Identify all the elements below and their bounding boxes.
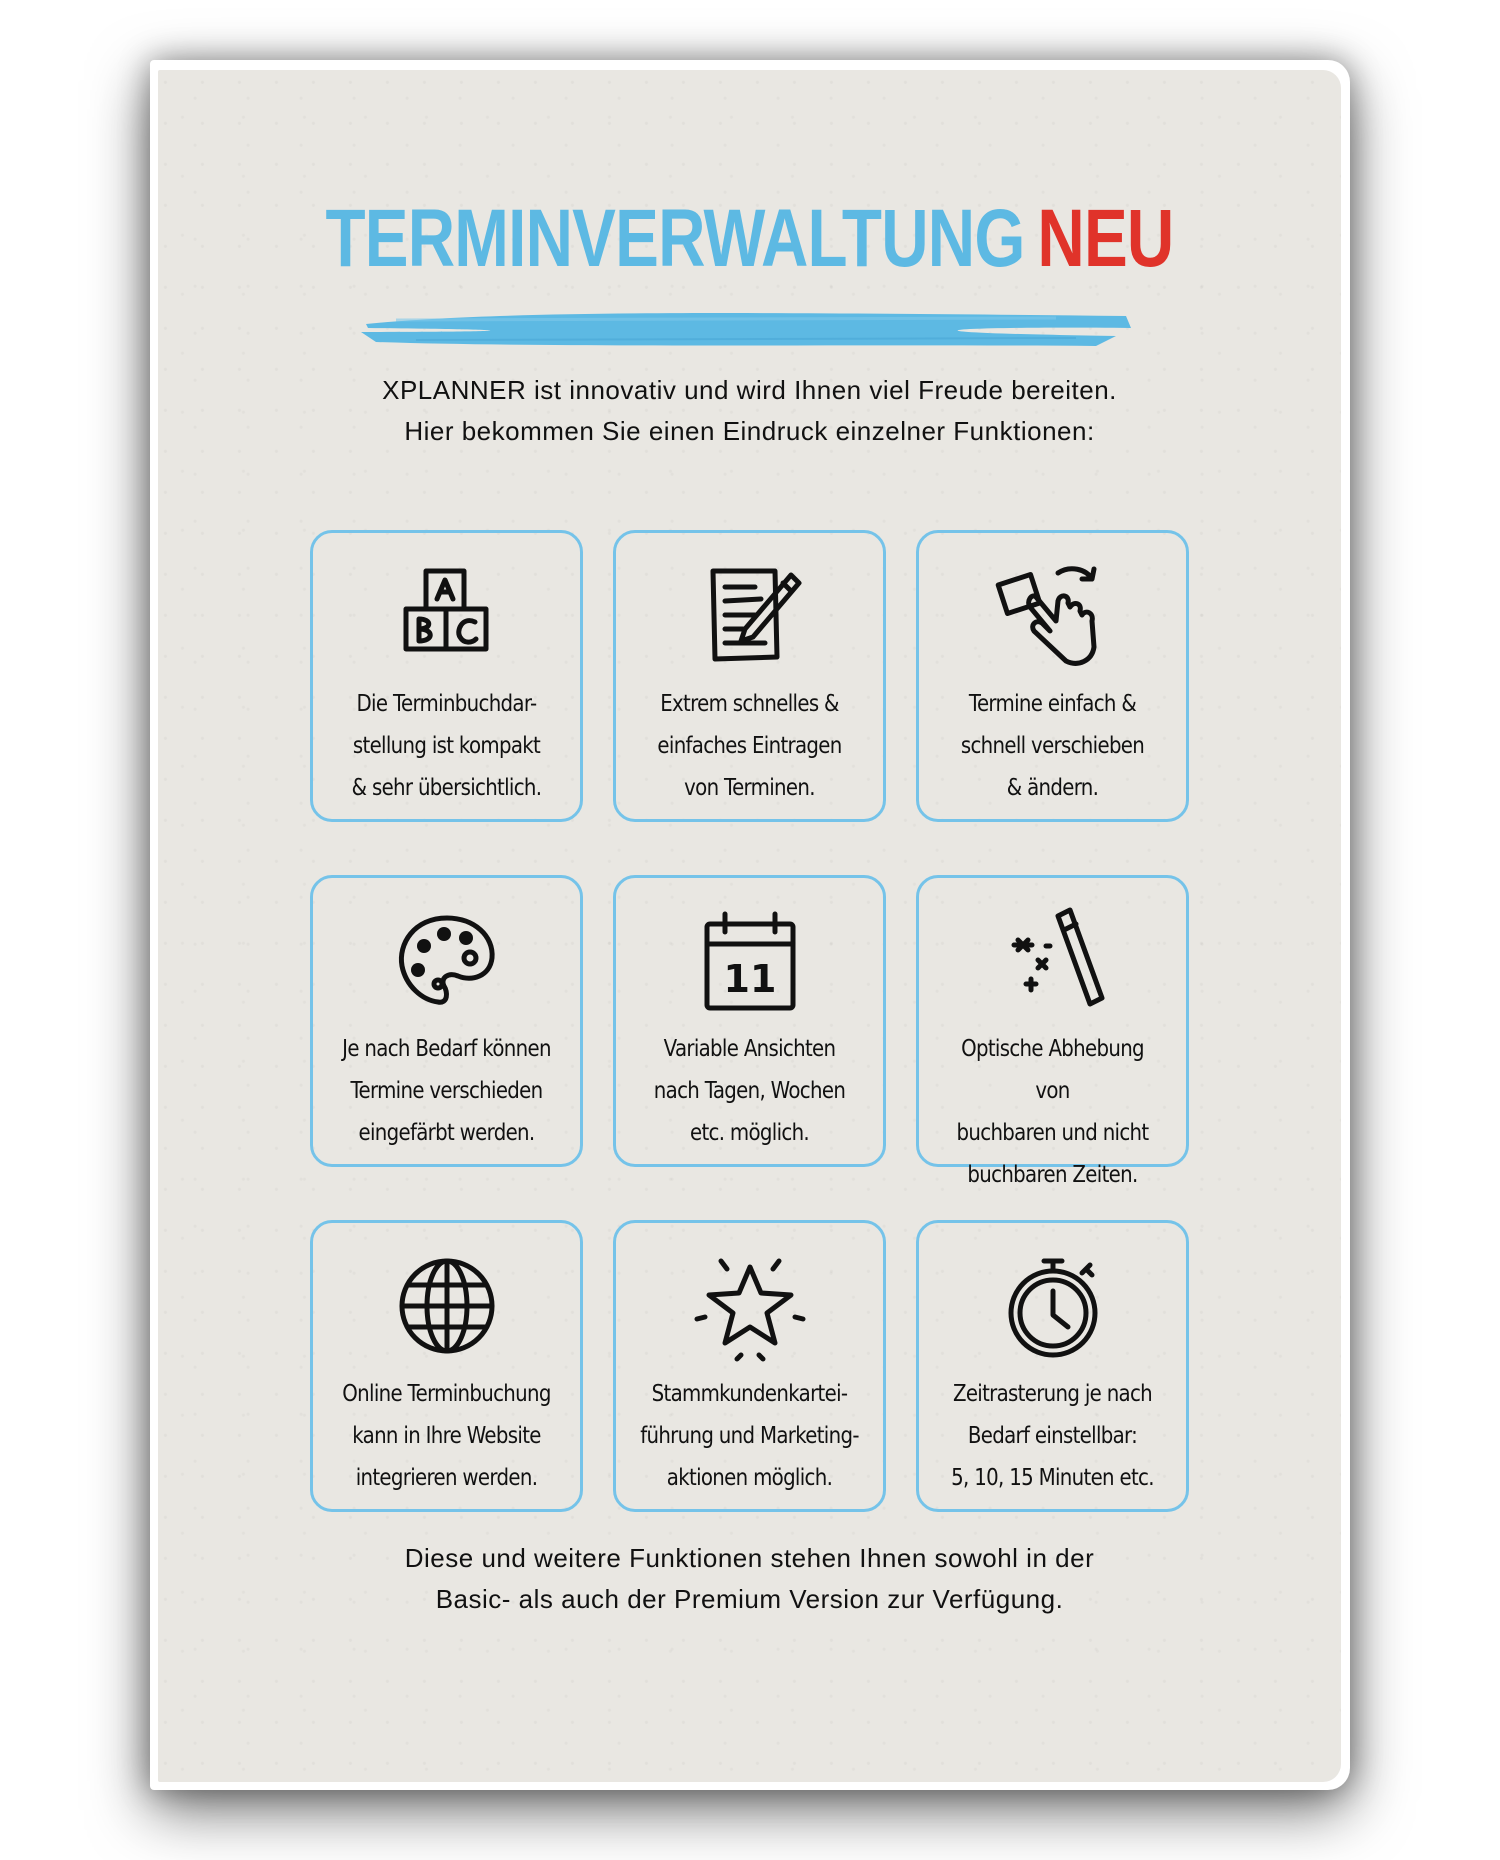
feature-text-line: einfaches Eintragen <box>657 733 842 759</box>
globe-icon <box>392 1251 502 1361</box>
feature-text-line: buchbaren und nicht <box>956 1120 1149 1146</box>
feature-text-line: schnell verschieben <box>960 733 1145 759</box>
calendar-icon <box>695 906 805 1016</box>
star-icon <box>695 1251 805 1361</box>
drag-hand-icon <box>998 561 1108 671</box>
feature-text-line: Zeitrasterung je nach <box>952 1381 1153 1407</box>
feature-text-line: kann in Ihre Website <box>352 1423 541 1449</box>
feature-text-line: & sehr übersichtlich. <box>351 775 542 801</box>
feature-text-line: & ändern. <box>1006 775 1099 801</box>
feature-text-line: Variable Ansichten <box>663 1036 836 1062</box>
feature-card-customers <box>613 1220 886 1512</box>
feature-text-line: etc. möglich. <box>689 1120 810 1146</box>
feature-card-online <box>310 1220 583 1512</box>
title-main: TERMINVERWALTUNG <box>325 193 1025 284</box>
feature-card-colors <box>310 875 583 1167</box>
outro-line-2: Basic- als auch der Premium Version zur Verfügung. <box>435 1584 1064 1614</box>
feature-card-interval <box>916 1220 1189 1512</box>
feature-card-entry <box>613 530 886 822</box>
feature-card-views <box>613 875 886 1167</box>
palette-icon <box>392 906 502 1016</box>
feature-text-line: Extrem schnelles & <box>660 691 839 717</box>
feature-text-line: stellung ist kompakt <box>352 733 541 759</box>
abc-blocks-icon <box>392 561 502 671</box>
outro-text <box>218 1538 1281 1620</box>
brush-underline <box>356 302 1136 352</box>
feature-text-line: eingefärbt werden. <box>358 1120 535 1146</box>
feature-card-move <box>916 530 1189 822</box>
feature-text-line: Die Terminbuchdar- <box>356 691 537 717</box>
feature-text-line: Je nach Bedarf können <box>342 1036 551 1062</box>
intro-line-1: XPLANNER ist innovativ und wird Ihnen viel Freude bereiten. <box>382 375 1117 405</box>
feature-text-line: Stammkundenkartei- <box>651 1381 848 1407</box>
feature-text-line: Termine einfach & <box>968 691 1137 717</box>
magic-wand-icon <box>998 906 1108 1016</box>
feature-text-line: führung und Marketing- <box>640 1423 859 1449</box>
notepad-pencil-icon <box>695 561 805 671</box>
title-new-badge: NEU <box>1037 193 1174 284</box>
feature-text-line: 5, 10, 15 Minuten etc. <box>951 1465 1154 1491</box>
feature-text-line: von Terminen. <box>684 775 815 801</box>
intro-line-2: Hier bekommen Sie einen Eindruck einzelner Funktionen: <box>404 416 1095 446</box>
feature-card-overview <box>310 530 583 822</box>
intro-text <box>218 370 1281 452</box>
page-title <box>276 193 1222 284</box>
feature-text-line: nach Tagen, Wochen <box>653 1078 846 1104</box>
feature-text-line: aktionen möglich. <box>666 1465 833 1491</box>
calendar-day: 11 <box>723 957 776 1001</box>
stopwatch-icon <box>998 1251 1108 1361</box>
feature-text-line: Bedarf einstellbar: <box>967 1423 1138 1449</box>
booklet-page <box>158 70 1341 1782</box>
feature-text-line: Optische Abhebung von <box>961 1036 1144 1104</box>
feature-text-line: Termine verschieden <box>350 1078 543 1104</box>
feature-text-line: buchbaren Zeiten. <box>967 1162 1138 1188</box>
feature-text-line: Online Terminbuchung <box>342 1381 551 1407</box>
feature-card-highlight <box>916 875 1189 1188</box>
outro-line-1: Diese und weitere Funktionen stehen Ihnen sowohl in der <box>404 1543 1095 1573</box>
feature-text-line: integrieren werden. <box>355 1465 538 1491</box>
